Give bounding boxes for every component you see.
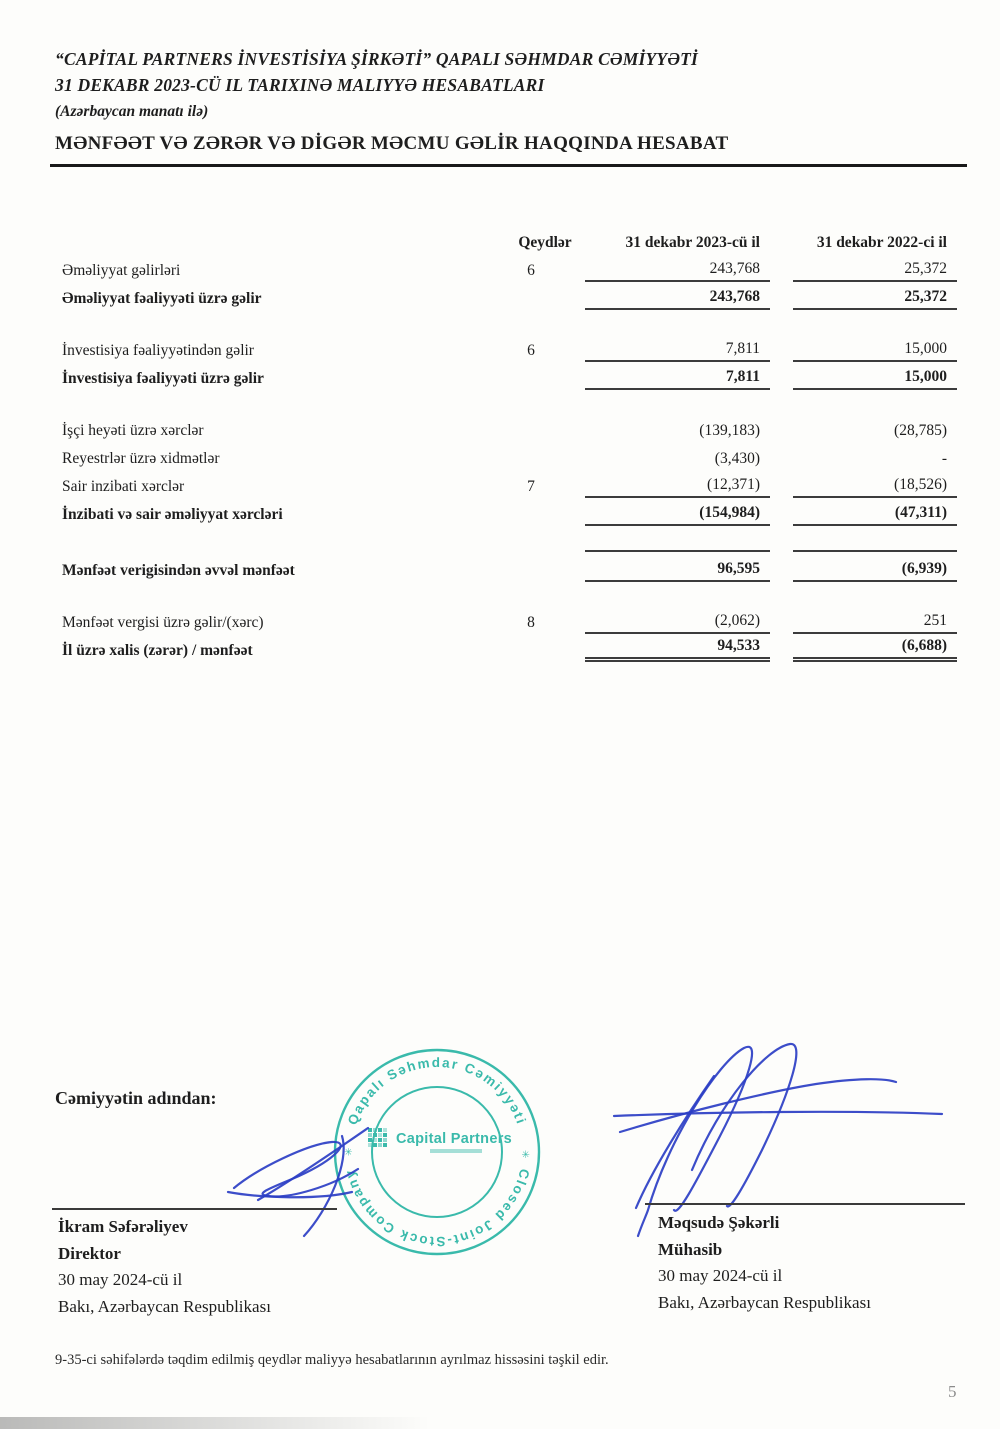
table-spacer xyxy=(55,390,957,414)
director-role: Direktor xyxy=(58,1243,121,1263)
row-value-2022: 251 xyxy=(793,606,957,634)
row-note xyxy=(505,282,585,310)
row-label: Sair inzibati xərclər xyxy=(62,477,185,495)
column-gap xyxy=(770,254,793,282)
row-label: Əməliyyat fəaliyyəti üzrə gəlir xyxy=(62,289,262,307)
director-city: Bakı, Azərbaycan Respublikası xyxy=(58,1296,271,1316)
row-label: Əməliyyat gəlirləri xyxy=(62,261,181,279)
accountant-signature-block xyxy=(658,1210,871,1316)
signature-line-accountant xyxy=(645,1203,965,1205)
notes-column-header: Qeydlər xyxy=(518,233,572,251)
table-row xyxy=(55,362,957,390)
row-value-2023: 7,811 xyxy=(585,362,770,390)
table-row xyxy=(55,254,957,282)
row-value-2022: (28,785) xyxy=(894,421,947,439)
row-label xyxy=(55,228,505,254)
row-value-2022: (6,688) xyxy=(793,634,957,662)
row-value-2022: 25,372 xyxy=(793,282,957,310)
row-note xyxy=(505,362,585,390)
page-number: 5 xyxy=(948,1382,957,1401)
table-header-row xyxy=(55,228,957,254)
company-stamp xyxy=(330,1044,546,1264)
stamp-bottom-arc-text: Closed Joint-Stock Company xyxy=(341,1167,533,1250)
row-value-2022: 15,000 xyxy=(793,334,957,362)
table-spacer xyxy=(55,526,957,550)
row-note xyxy=(505,498,585,526)
row-value-2023: 96,595 xyxy=(585,550,770,582)
director-name: İkram Səfərəliyev xyxy=(58,1217,188,1236)
row-value-2023: (2,062) xyxy=(585,606,770,634)
row-note xyxy=(505,414,585,442)
table-row xyxy=(55,442,957,470)
on-behalf-label: Cəmiyyətin adından: xyxy=(55,1088,217,1108)
document-header xyxy=(55,46,962,124)
row-note: 7 xyxy=(527,477,535,495)
director-date: 30 may 2024-cü il xyxy=(58,1270,183,1289)
column-gap xyxy=(770,362,793,390)
accountant-name: Məqsudə Şəkərli xyxy=(658,1213,780,1232)
accountant-date: 30 may 2024-cü il xyxy=(658,1266,783,1285)
row-note xyxy=(505,442,585,470)
currency-note: (Azərbaycan manatı ilə) xyxy=(55,103,209,120)
accountant-city: Bakı, Azərbaycan Respublikası xyxy=(658,1292,871,1312)
stamp-center-text: Capital Partners xyxy=(396,1131,513,1147)
row-note xyxy=(505,634,585,662)
director-signature-block xyxy=(58,1214,271,1320)
row-value-2022: (6,939) xyxy=(793,550,957,582)
signature-accountant xyxy=(614,1044,942,1236)
company-name: “CAPİTAL PARTNERS İNVESTİSİYA ŞİRKƏTİ” QAPALI SƏHMDAR CƏMİYYƏTİ xyxy=(55,49,699,69)
table-row xyxy=(55,470,957,498)
table-row xyxy=(55,282,957,310)
table-row xyxy=(55,498,957,526)
row-label: İnvestisiya fəaliyyətindən gəlir xyxy=(62,341,254,359)
row-value-2023: 243,768 xyxy=(585,282,770,310)
report-period: 31 DEKABR 2023-CÜ IL TARIXINƏ MALIYYƏ HESABATLARI xyxy=(55,75,545,95)
row-label: İnvestisiya fəaliyyəti üzrə gəlir xyxy=(62,369,264,387)
row-label: İşçi heyəti üzrə xərclər xyxy=(62,421,204,439)
row-label: Mənfəət verigisindən əvvəl mənfəət xyxy=(62,561,295,579)
table-spacer xyxy=(55,310,957,334)
stamp-ornament-icon: ✳ xyxy=(344,1147,355,1156)
column-gap xyxy=(770,470,793,498)
table-row xyxy=(55,334,957,362)
column-header-2022: 31 dekabr 2022-ci il xyxy=(816,233,947,251)
stamp-top-arc-text: Qapalı Səhmdar Cəmiyyəti xyxy=(344,1054,530,1127)
accountant-role: Mühasib xyxy=(658,1239,723,1259)
row-value-2023: (12,371) xyxy=(585,470,770,498)
table-row xyxy=(55,550,957,582)
stamp-logo-icon xyxy=(368,1128,387,1147)
footnote: 9-35-ci səhifələrdə təqdim edilmiş qeydlər maliyyə hesabatlarının ayrılmaz hissəsini təşkil edir. xyxy=(55,1352,609,1368)
row-note xyxy=(505,550,585,582)
row-value-2022: (18,526) xyxy=(793,470,957,498)
column-gap xyxy=(770,550,793,582)
row-value-2023: 7,811 xyxy=(585,334,770,362)
table-spacer xyxy=(55,582,957,606)
column-header-2023: 31 dekabr 2023-cü il xyxy=(625,233,760,251)
table-row xyxy=(55,414,957,442)
column-gap xyxy=(770,228,793,254)
column-gap xyxy=(770,334,793,362)
row-note: 6 xyxy=(527,261,535,279)
row-label: Mənfəət vergisi üzrə gəlir/(xərc) xyxy=(62,613,264,631)
row-value-2023: (154,984) xyxy=(585,498,770,526)
row-value-2022: 25,372 xyxy=(793,254,957,282)
column-gap xyxy=(770,442,793,470)
stamp-ornament-icon: ✳ xyxy=(519,1150,530,1159)
row-value-2023: (139,183) xyxy=(699,421,760,439)
column-gap xyxy=(770,282,793,310)
row-note: 6 xyxy=(527,341,535,359)
statement-title: MƏNFƏƏT VƏ ZƏRƏR VƏ DİGƏR MƏCMU GƏLİR HAQQINDA HESABAT xyxy=(50,133,967,167)
table-row xyxy=(55,606,957,634)
row-label: Reyestrlər üzrə xidmətlər xyxy=(62,449,220,467)
column-gap xyxy=(770,606,793,634)
column-gap xyxy=(770,414,793,442)
row-value-2023: 94,533 xyxy=(585,634,770,662)
row-value-2023: (3,430) xyxy=(714,449,760,467)
row-value-2022: 15,000 xyxy=(793,362,957,390)
row-value-2023: 243,768 xyxy=(585,254,770,282)
signature-line-director xyxy=(52,1208,337,1210)
column-gap xyxy=(770,634,793,662)
column-gap xyxy=(770,498,793,526)
row-note: 8 xyxy=(527,613,535,631)
row-value-2022: (47,311) xyxy=(793,498,957,526)
statement-table xyxy=(55,228,957,662)
stamp-tagline xyxy=(430,1149,482,1153)
row-value-2022: - xyxy=(941,449,947,467)
row-label: İl üzrə xalis (zərər) / mənfəət xyxy=(62,641,253,659)
row-label: İnzibati və sair əməliyyat xərcləri xyxy=(62,505,283,523)
scan-smudge xyxy=(0,1417,430,1429)
table-row xyxy=(55,634,957,662)
